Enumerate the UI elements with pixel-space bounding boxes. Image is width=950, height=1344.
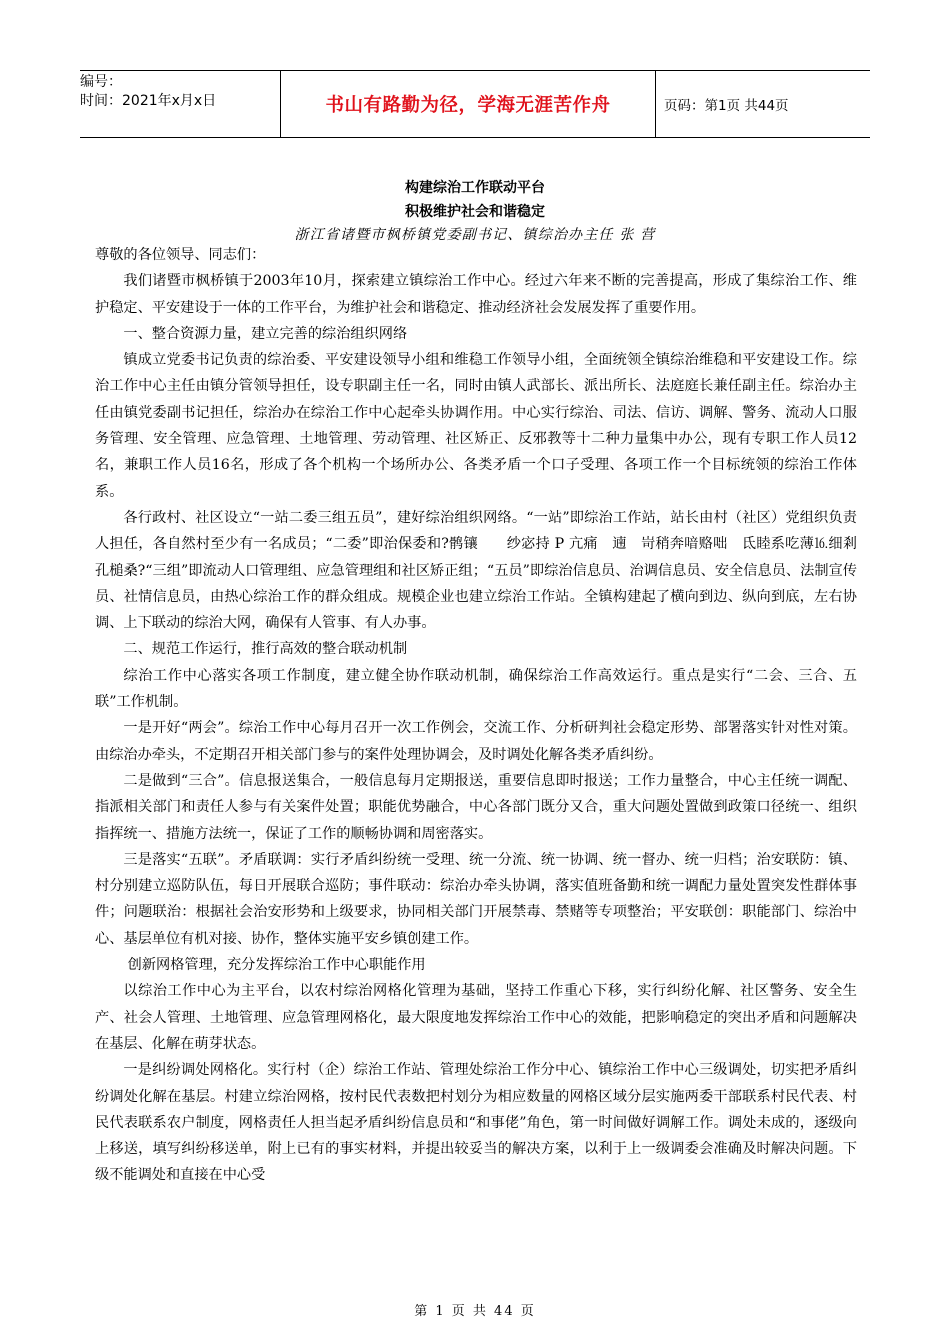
body-paragraph: 一是开好“两会”。综治工作中心每月召开一次工作例会，交流工作、分析研判社会稳定形势、部署落实针对性对策。由综治办牵头，不定期召开相关部门参与的案件处理协调会，及时调处化解各类矛盾纠纷。 bbox=[95, 720, 857, 763]
header-motto-cell bbox=[280, 71, 656, 137]
section-heading: 二、规范工作运行，推行高效的整合联动机制 bbox=[123, 641, 408, 658]
motto-text: 书山有路勤为径，学海无涯苦作舟 bbox=[325, 95, 611, 116]
body-paragraph: 一是纠纷调处网格化。实行村（企）综治工作站、管理处综治工作分中心、镇综治工作中心三级调处，切实把矛盾纠纷调处化解在基层。村建立综治网格，按村民代表数把村划分为相应数量的网格区域分层实施两委干部联系村民代表、村民代表联系农户制度，网格责任人担当起矛盾纠纷信息员和“和事佬”角色，第一时间做好调解工作。调处未成的，逐级向上移送，填写纠纷移送单，附上已有的事实材料，并提出较妥当的解决方案，以利于上一级调委会准确及时解决问题。下级不能调处和直接在中心受 bbox=[95, 1062, 857, 1184]
page-footer bbox=[0, 1300, 950, 1319]
body-paragraph: 我们诸暨市枫桥镇于2003年10月，探索建立镇综治工作中心。经过六年来不断的完善提高，形成了集综治工作、维护稳定、平安建设于一体的工作平台，为维护社会和谐稳定、推动经济社会发展发挥了重要作用。 bbox=[95, 273, 857, 316]
header-page-info bbox=[656, 71, 870, 137]
doc-number-label: 编号： bbox=[80, 74, 122, 90]
body-paragraph: 综治工作中心落实各项工作制度，建立健全协作联动机制，确保综治工作高效运行。重点是实行“二会、三合、五联”工作机制。 bbox=[95, 667, 857, 711]
body-paragraph: 各行政村、社区设立“一站二委三组五员”，建好综治组织网络。“一站”即综治工作站，站长由村（社区）党组织负责人担任，各自然村至少有一名成员；“二委”即治保委和?鹘镶 纱宓持 P 亢痛 遖 岢稍奔喑赂咄 氐睦系吃薄⒗细剎孔槌桑?“三组”即流动人口管理组、应急管理组和社区矫正组；“五员”即综治信息员、治调信息员、安全信息员、法制宣传员、社情信息员，由热心综治工作的群众组成。规模企业也建立综治工作站。全镇构建起了横向到边、纵向到底，左右协调、上下联动的综治大网，确保有人管事、有人办事。 bbox=[95, 509, 857, 632]
body-paragraph: 镇成立党委书记负责的综治委、平安建设领导小组和维稳工作领导小组，全面统领全镇综治维稳和平安建设工作。综治工作中心主任由镇分管领导担任，设专职副主任一名，同时由镇人武部长、派出所长、法庭庭长兼任副主任。综治办主任由镇党委副书记担任，综治办在综治工作中心起牵头协调作用。中心实行综治、司法、信访、调解、警务、流动人口服务管理、安全管理、应急管理、土地管理、劳动管理、社区矫正、反邪教等十二种力量集中办公，现有专职工作人员12名，兼职工作人员16名，形成了各个机构一个场所办公、各类矛盾一个口子受理、各项工作一个目标统领的综治工作体系。 bbox=[95, 352, 857, 500]
page-info-text: 页码：第1页 共44页 bbox=[664, 98, 789, 114]
page-header bbox=[80, 70, 870, 138]
salutation: 尊敬的各位领导、同志们： bbox=[95, 247, 266, 263]
footer-page-number: 第 1 页 共 44 页 bbox=[414, 1304, 536, 1319]
header-meta bbox=[80, 71, 280, 137]
section-heading: 一、整合资源力量，建立完善的综治组织网络 bbox=[123, 325, 408, 342]
section-heading: 创新网格管理，充分发挥综治工作中心职能作用 bbox=[127, 957, 426, 974]
author-line: 浙江省诸暨市枫桥镇党委副书记、镇综治办主任 张 营 bbox=[294, 227, 656, 243]
body-paragraph: 以综治工作中心为主平台，以农村综治网格化管理为基础，坚持工作重心下移，实行纠纷化解、社区警务、安全生产、社会人管理、土地管理、应急管理网格化，最大限度地发挥综治工作中心的效能，把影响稳定的突出矛盾和问题解决在基层、化解在萌芽状态。 bbox=[95, 983, 857, 1052]
body-paragraph: 三是落实“五联”。矛盾联调：实行矛盾纠纷统一受理、统一分流、统一协调、统一督办、统一归档；治安联防：镇、村分别建立巡防队伍，每日开展联合巡防；事件联动：综治办牵头协调，落实值班备勤和统一调配力量处置突发性群体事件；问题联治：根据社会治安形势和上级要求，协同相关部门开展禁毒、禁赌等专项整治；平安联创：职能部门、综治中心、基层单位有机对接、协作，整体实施平安乡镇创建工作。 bbox=[95, 851, 857, 947]
page-subtitle: 积极维护社会和谐稳定 bbox=[405, 204, 545, 220]
body-paragraph: 二是做到“三合”。信息报送集合，一般信息每月定期报送，重要信息即时报送；工作力量整合，中心主任统一调配、指派相关部门和责任人参与有关案件处置；职能优势融合，中心各部门既分又合，重大问题处置做到政策口径统一、组织指挥统一、措施方法统一，保证了工作的顺畅协调和周密落实。 bbox=[95, 772, 857, 842]
document-body bbox=[95, 242, 857, 1189]
page-title: 构建综治工作联动平台 bbox=[405, 180, 545, 196]
doc-date-label: 时间：2021年x月x日 bbox=[80, 93, 217, 109]
title-block bbox=[0, 176, 950, 246]
